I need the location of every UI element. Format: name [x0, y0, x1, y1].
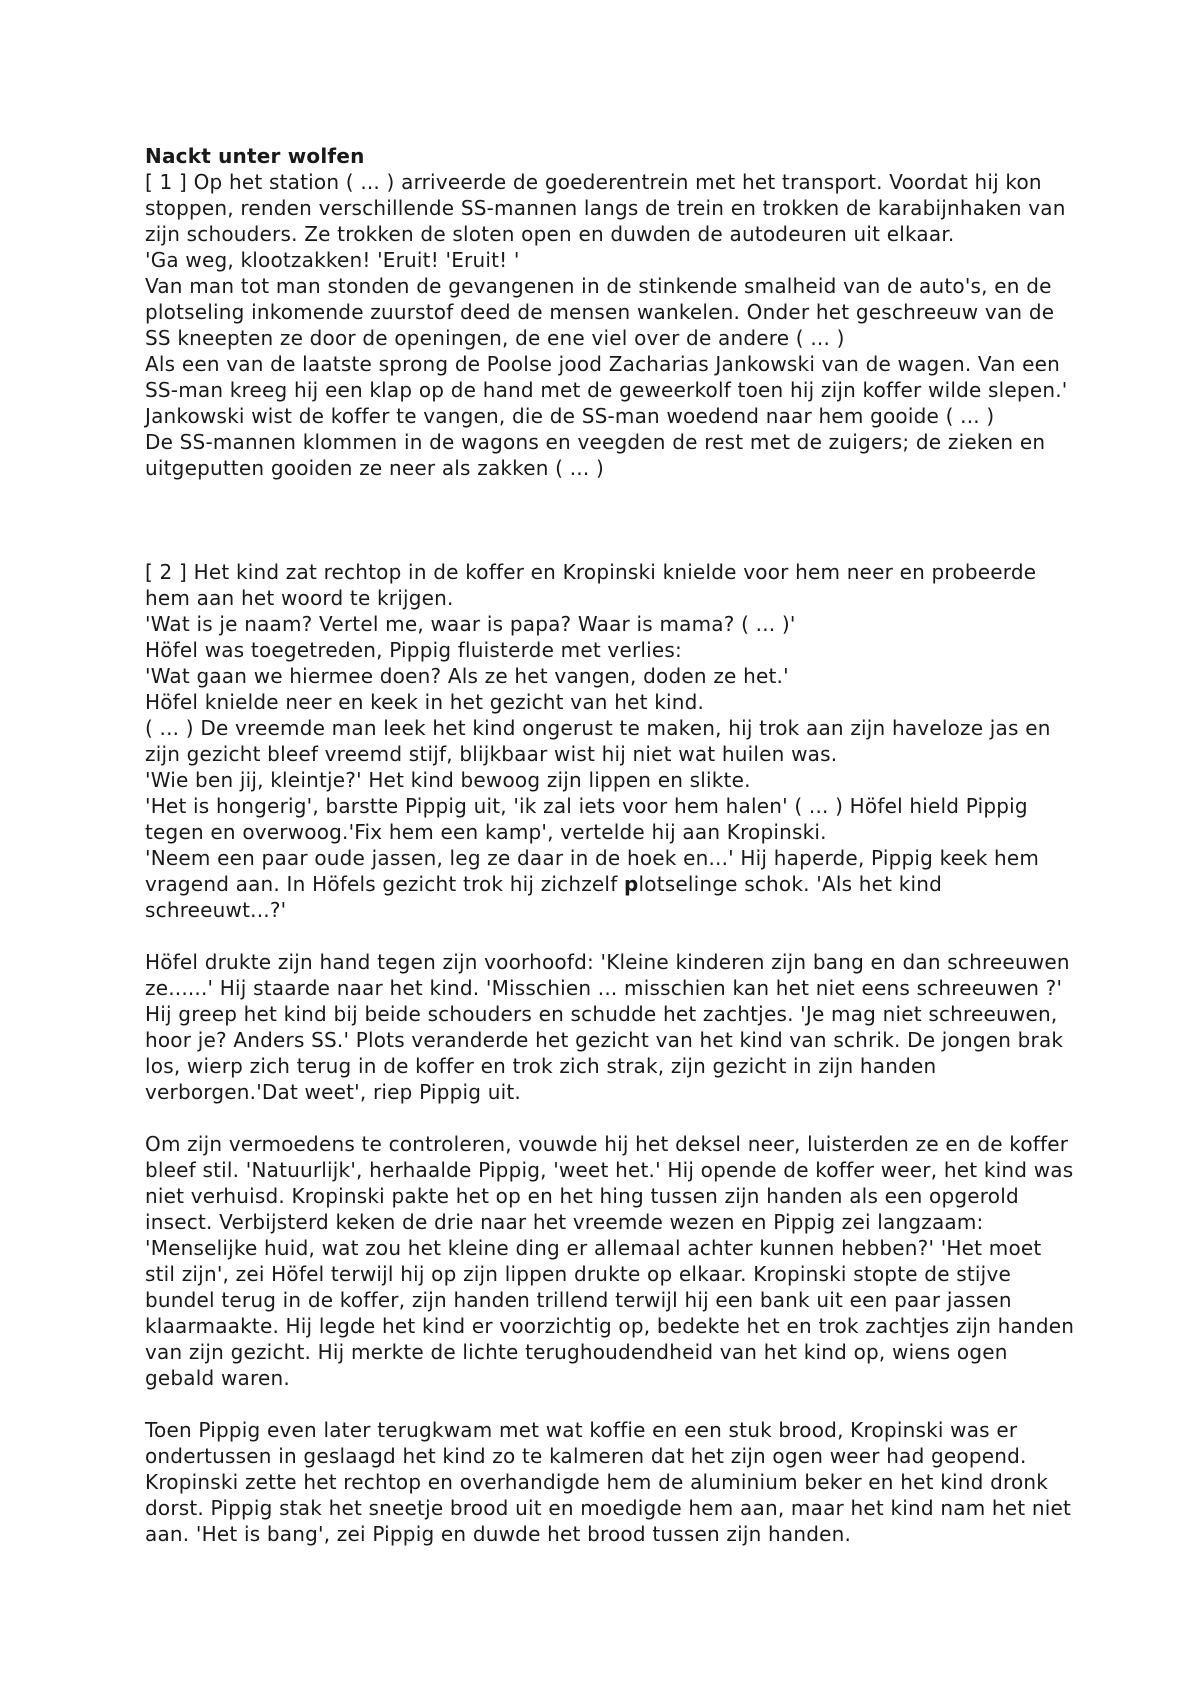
section-1 [145, 169, 1075, 481]
paragraph: 'Wat is je naam? Vertel me, waar is papa? Waar is mama? ( ... )' [145, 612, 796, 636]
bold-text-run: p [624, 872, 639, 896]
paragraph: Höfel knielde neer en keek in het gezicht van het kind. [145, 690, 705, 714]
paragraph-spacer [145, 1105, 1075, 1131]
paragraph: 'Wat gaan we hiermee doen? Als ze het vangen, doden ze het.' [145, 664, 789, 688]
paragraph: Jankowski wist de koffer te vangen, die de SS-man woedend naar hem gooide ( ... ) [145, 404, 995, 428]
paragraph [145, 845, 1075, 923]
paragraph-spacer [145, 923, 1075, 949]
paragraph: 'Het is hongerig', barstte Pippig uit, 'ik zal iets voor hem halen' ( ... ) Höfel hield Pippig tegen en overwoog.'Fix hem een kamp', vertelde hij aan Kropinski. [145, 794, 1035, 844]
document-title: Nackt unter wolfen [145, 144, 365, 168]
paragraph: Om zijn vermoedens te controleren, vouwde hij het deksel neer, luisterden ze en de koffer bleef stil. 'Natuurlijk', herhaalde Pippig, 'weet het.' Hij opende de koffer weer, het kind was niet verhuisd. Kropinski pakte het op en het hing tussen zijn handen als een opgerold insect. Verbijsterd keken de drie naar het vreemde wezen en Pippig zei langzaam: 'Menselijke huid, wat zou het kleine ding er allemaal achter kunnen hebben?' 'Het moet stil zijn', zei Höfel terwijl hij op zijn lippen drukte op elkaar. Kropinski stopte de stijve bundel terug in de koffer, zijn handen trillend terwijl hij een bank uit een paar jassen klaarmaakte. Hij legde het kind er voorzichtig op, bedekte het en trok zachtjes zijn handen van zijn gezicht. Hij merkte de lichte terughoudendheid van het kind op, wiens ogen gebald waren. [145, 1132, 1081, 1390]
paragraph: Höfel drukte zijn hand tegen zijn voorhoofd: 'Kleine kinderen zijn bang en dan schreeuwen ze......' Hij staarde naar het kind. 'Misschien ... misschien kan het niet eens schreeuwen ?' Hij greep het kind bij beide schouders en schudde het zachtjes. 'Je mag niet schreeuwen, hoor je? Anders SS.' Plots veranderde het gezicht van het kind van schrik. De jongen brak los, wierp zich terug in de koffer en trok zich strak, zijn gezicht in zijn handen verborgen.'Dat weet', riep Pippig uit. [145, 950, 1077, 1104]
paragraph: Van man tot man stonden de gevangenen in de stinkende smalheid van de auto's, en de plotseling inkomende zuurstof deed de mensen wankelen. Onder het geschreeuw van de SS kneepten ze door de openingen, de ene viel over de andere ( ... ) [145, 274, 1061, 350]
paragraph: Als een van de laatste sprong de Poolse jood Zacharias Jankowski van de wagen. Van een SS-man kreeg hij een klap op de hand met de geweerkolf toen hij zijn koffer wilde slepen.' [145, 352, 1068, 402]
section-2 [145, 559, 1075, 923]
document-page [145, 143, 1081, 1547]
text-run: lotselinge schok. 'Als het kind schreeuwt...?' [145, 872, 949, 922]
paragraph: Toen Pippig even later terugkwam met wat koffie en een stuk brood, Kropinski was er ondertussen in geslaagd het kind zo te kalmeren dat het zijn ogen weer had geopend. Kropinski zette het rechtop en overhandigde hem de aluminium beker en het kind dronk dorst. Pippig stak het sneetje brood uit en moedigde hem aan, maar het kind nam het niet aan. 'Het is bang', zei Pippig en duwde het brood tussen zijn handen. [145, 1418, 1078, 1546]
paragraph: [ 2 ] Het kind zat rechtop in de koffer en Kropinski knielde voor hem neer en probeerde hem aan het woord te krijgen. [145, 560, 1043, 610]
paragraph: 'Ga weg, klootzakken! 'Eruit! 'Eruit! ' [145, 248, 520, 272]
paragraph-spacer [145, 1391, 1075, 1417]
section-spacer [145, 481, 1075, 559]
paragraph: De SS-mannen klommen in de wagons en veegden de rest met de zuigers; de zieken en uitgeputten gooiden ze neer als zakken ( ... ) [145, 430, 1052, 480]
paragraph: Höfel was toegetreden, Pippig fluisterde met verlies: [145, 638, 682, 662]
paragraph: ( ... ) De vreemde man leek het kind ongerust te maken, hij trok aan zijn haveloze jas en zijn gezicht bleef vreemd stijf, blijkbaar wist hij niet wat huilen was. [145, 716, 1058, 766]
paragraph: 'Wie ben jij, kleintje?' Het kind bewoog zijn lippen en slikte. [145, 768, 751, 792]
text-run: 'Neem een paar oude jassen, leg ze daar in de hoek en...' Hij haperde, Pippig keek hem vragend aan. In Höfels gezicht trok hij zichzelf [145, 846, 1046, 896]
paragraph: [ 1 ] Op het station ( ... ) arriveerde de goederentrein met het transport. Voordat hij kon stoppen, renden verschillende SS-mannen langs de trein en trokken de karabijnhaken van zijn schouders. Ze trokken de sloten open en duwden de autodeuren uit elkaar. [145, 170, 1073, 246]
